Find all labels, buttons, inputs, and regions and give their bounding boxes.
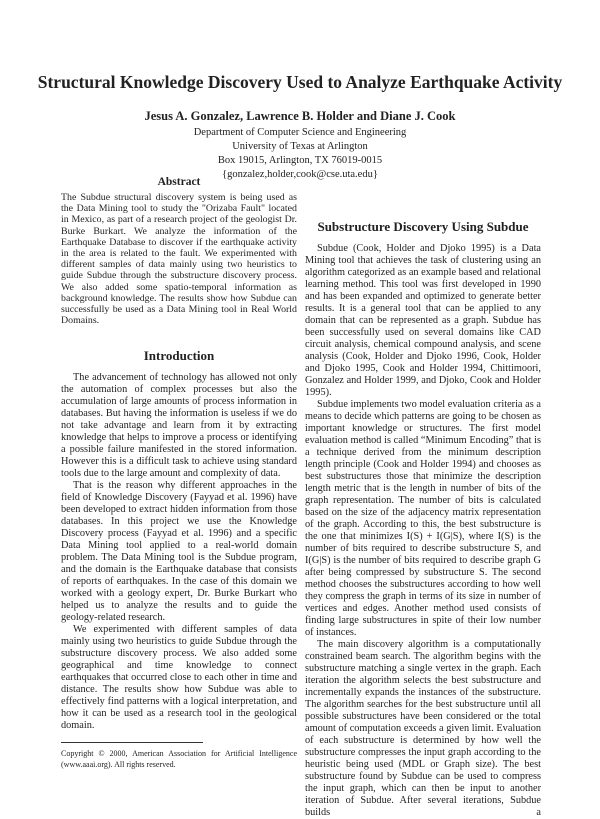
introduction-heading: Introduction <box>143 348 215 364</box>
paragraph: That is the reason why different approaches in the field of Knowledge Discovery (Fayyad et al. 1996) have been developed to extract hidden information from those databases. In this project we use the Knowledge Discovery process (Fayyad et al. 1996) and a specific Data Mining tool applied to a real-world domain problem. The Data Mining tool is the Subdue program, and the domain is the Earthquake database that consists of reports of earthquakes. In the case of this domain we worked with a geology expert, Dr. Burke Burkart who helped us to analyze the results and to guide the geology-related research. <box>61 480 297 624</box>
affiliation-line: Box 19015, Arlington, TX 76019-0015 <box>217 155 383 166</box>
abstract-text: The Subdue structural discovery system is being used as the Data Mining tool to study the "Orizaba Fault" located in Mexico, as part of a research project of the geologist Dr. Burke Burkart. We analyze the information of the Earthquake Database to discover if the earthquake activity in the area is related to the fault. We experimented with different samples of data mainly using two heuristics to guide Subdue through the substructure discovery process. We also added some spatio-temporal information as background knowledge. The results show how Subdue can successfully be used as a Data Mining tool in Real World Domains. <box>61 192 297 327</box>
paragraph: Subdue implements two model evaluation criteria as a means to decide which patterns are going to be chosen as important knowledge or structures. The first model evaluation method is called “Minimum Encoding” that is a technique derived from the minimum description length principle (Cook and Holder 1994) and chooses as best substructures those that minimize the description length metric that is the length in number of bits of the graph representation. The number of bits is calculated based on the size of the adjacency matrix representation of the graph. According to this, the best substructure is the one that minimizes I(S) + I(G|S), where I(S) is the number of bits required to describe substructure S, and I(G|S) is the number of bits required to describe graph G after being compressed by substructure S. The second method chooses the substructures according to how well they compress the graph in terms of its size in number of vertices and edges. Another method used consists of finding large substructures in spite of their low number of instances. <box>305 399 541 638</box>
affiliation <box>0 126 600 182</box>
paragraph: The advancement of technology has allowed not only the automation of complex processes but also the accumulation of large amounts of process information in databases. But having the information is useless if we do not take advantage and learn from it by extracting knowledge that helps to improve a process or identifying a possible failure manifested in the stored information. However this is a difficult task to achieve using standard tools due to the large amount and complexity of data. <box>61 372 297 480</box>
right-column <box>305 219 541 819</box>
paragraph: We experimented with different samples of data mainly using two heuristics to guide Subdue through the substructure discovery process. We also added some geographical and time knowledge to connect earthquakes that occurred close to each other in time and distance. The results show how Subdue was able to effectively find patterns with a logical interpretation, and how it can be used as a research tool in the geological domain. <box>61 624 297 732</box>
copyright-notice: Copyright © 2000, American Association for Artificial Intelligence (www.aaai.org). All rights reserved. <box>61 749 297 770</box>
substructure-heading: Substructure Discovery Using Subdue <box>317 219 529 234</box>
footnote-divider <box>61 742 203 743</box>
affiliation-line: University of Texas at Arlington <box>232 141 368 152</box>
paper-title: Structural Knowledge Discovery Used to Analyze Earthquake Activity <box>37 72 563 92</box>
left-column <box>61 176 297 770</box>
paragraph: Subdue (Cook, Holder and Djoko 1995) is a Data Mining tool that achieves the task of clustering using an algorithm categorized as an example based and relational learning method. This tool was first developed in 1990 and has been expanded and optimized to generate better results. It is a general tool that can be applied to any domain that can be represented as a graph. Subdue has been successfully used on several domains like CAD circuit analysis, chemical compound analysis, and scene analysis (Cook, Holder and Djoko 1996, Cook, Holder and Djoko 1995, Cook and Holder 1994, Chittimoori, Gonzalez and Holder 1999, and Djoko, Cook and Holder 1995). <box>305 243 541 398</box>
abstract-heading: Abstract <box>157 176 201 188</box>
author-emails: {gonzalez,holder,cook@cse.uta.edu} <box>222 169 378 180</box>
authors: Jesus A. Gonzalez, Lawrence B. Holder and Diane J. Cook <box>144 109 456 123</box>
paragraph: The main discovery algorithm is a computationally constrained beam search. The algorithm begins with the substructure matching a single vertex in the graph. Each iteration the algorithm selects the best substructure and incrementally expands the instances of the substructure. The algorithm searches for the best substructure until all possible substructures have been considered or the total amount of computation exceeds a given limit. Evaluation of each substructure is determined by how well the substructure compresses the input graph according to the heuristic being used (MDL or Graph size). The best substructure found by Subdue can be used to compress the input graph, which can then be input to another iteration of Subdue. After several iterations, Subdue builds a <box>305 639 541 818</box>
affiliation-line: Department of Computer Science and Engineering <box>193 127 407 138</box>
